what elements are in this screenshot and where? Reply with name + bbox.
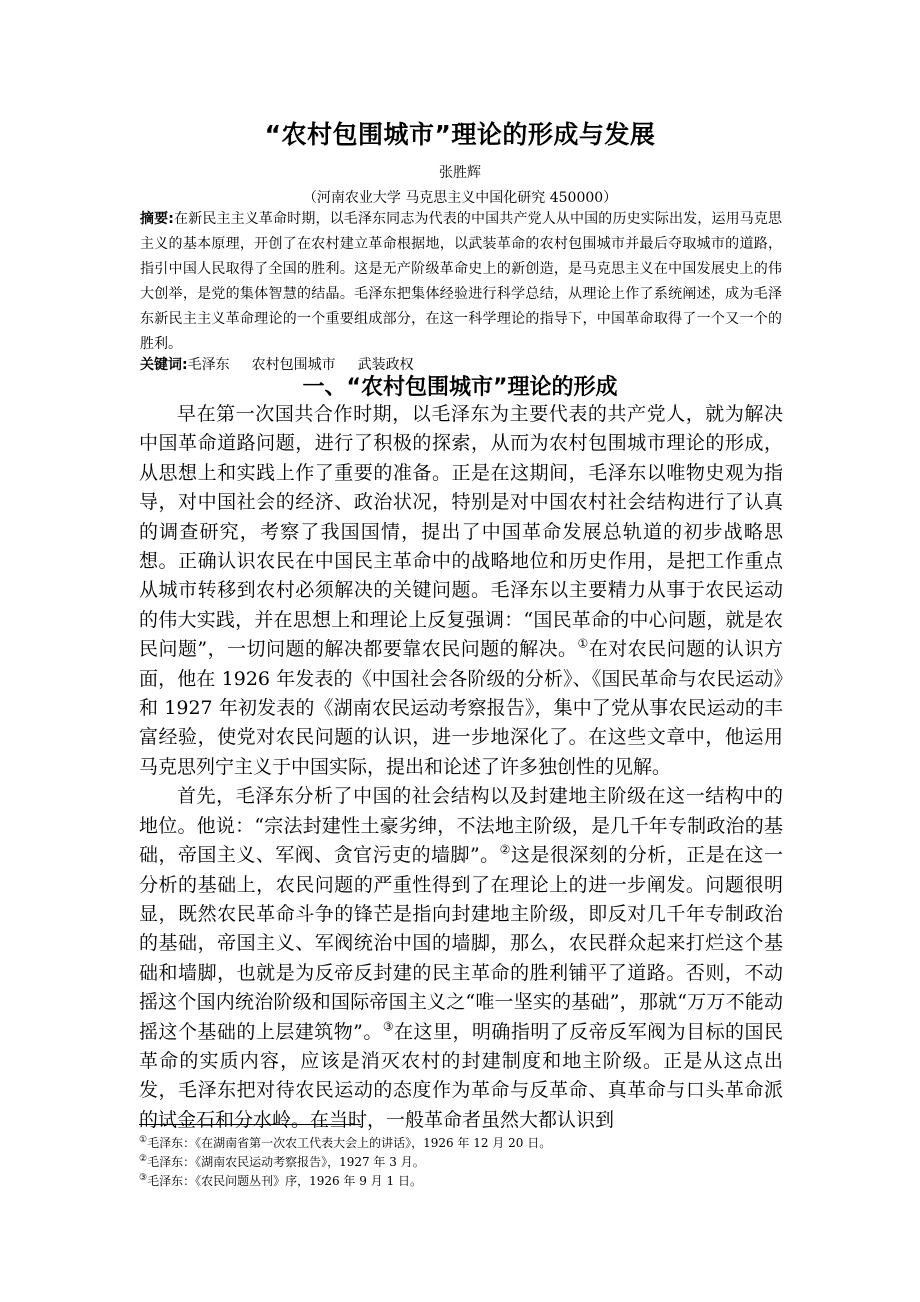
author-name: 张胜辉 <box>439 165 481 181</box>
footnote-3 <box>139 1172 783 1191</box>
paragraph-text: 在这里，明确指明了反帝反军阀为目标的国民革命的实质内容，应该是消灭农村的封建制度和地主阶级。正是从这点出发，毛泽东把对待农民运动的态度作为革命与反革命、真革命与口头革命派的试金石和分水岭。在当时，一般革命者虽然大都认识到 <box>139 1020 783 1131</box>
footnote-reference[interactable]: ① <box>577 636 589 651</box>
body-paragraph-1 <box>139 400 783 782</box>
abstract-label: 摘要 <box>140 211 169 227</box>
footnote-text: 毛泽东：《在湖南省第一次农工代表大会上的讲话》，1926 年 12 月 20 日。 <box>147 1136 552 1150</box>
section-body <box>139 400 783 1135</box>
abstract-separator: : <box>168 211 174 227</box>
footnote-2 <box>139 1153 783 1172</box>
keyword-item: 毛泽东 <box>187 357 230 373</box>
keywords-label: 关键词 <box>140 357 182 373</box>
body-paragraph-2 <box>139 782 783 1135</box>
footnote-text: 毛泽东：《农民问题丛刊》序，1926 年 9 月 1 日。 <box>147 1174 422 1188</box>
author-affiliation: （河南农业大学 马克思主义中国化研究 450000） <box>302 190 618 206</box>
keywords <box>140 355 782 375</box>
paragraph-text: 这是很深刻的分析，正是在这一分析的基础上，农民问题的严重性得到了在理论上的进一步阐发。问题很明显，既然农民革命斗争的锋芒是指向封建地主阶级，即反对几千年专制政治的基础，帝国主义、军阀统治中国的墙脚，那么，农民群众起来打烂这个基础和墙脚，也就是为反帝反封建的民主革命的胜利铺平了道路。否则，不动摇这个国内统治阶级和国际帝国主义之“唯一坚实的基础”，那就“万万不能动摇这个基础的上层建筑物”。 <box>139 844 783 1043</box>
footnotes <box>139 1134 783 1191</box>
footnote-reference[interactable]: ② <box>499 842 511 857</box>
footnote-divider <box>139 1124 361 1125</box>
footnote-1 <box>139 1134 783 1153</box>
footnote-text: 毛泽东：《湖南农民运动考察报告》，1927 年 3 月。 <box>147 1155 425 1169</box>
keywords-separator: : <box>182 357 188 373</box>
paragraph-text: 早在第一次国共合作时期，以毛泽东为主要代表的共产党人，就为解决中国革命道路问题，进行了积极的探索，从而为农村包围城市理论的形成，从思想上和实践上作了重要的准备。正是在这期间，毛泽东以唯物史观为指导，对中国社会的经济、政治状况，特别是对中国农村社会结构进行了认真的调查研究，考察了我国国情，提出了中国革命发展总轨道的初步战略思想。正确认识农民在中国民主革命中的战略地位和历史作用，是把工作重点从城市转移到农村必须解决的关键问题。毛泽东以主要精力从事于农民运动的伟大实践，并在思想上和理论上反复强调：“国民革命的中心问题，就是农民问题”，一切问题的解决都要靠农民问题的解决。 <box>139 403 783 661</box>
keyword-item: 农村包围城市 <box>251 357 336 373</box>
footnote-reference[interactable]: ③ <box>382 1019 395 1034</box>
abstract <box>140 207 782 357</box>
abstract-text: 在新民主主义革命时期，以毛泽东同志为代表的中国共产党人从中国的历史实际出发，运用马克思主义的基本原理，开创了在农村建立革命根据地，以武装革命的农村包围城市并最后夺取城市的道路，指引中国人民取得了全国的胜利。这是无产阶级革命史上的新创造，是马克思主义在中国发展史上的伟大创举，是党的集体智慧的结晶。毛泽东把集体经验进行科学总结，从理论上作了系统阐述，成为毛泽东新民主主义革命理论的一个重要组成部分，在这一科学理论的指导下，中国革命取得了一个又一个的胜利。 <box>140 211 783 352</box>
paragraph-text: 在对农民问题的认识方面，他在 1926 年发表的《中国社会各阶级的分析》、《国民革命与农民运动》和 1927 年初发表的《湖南农民运动考察报告》，集中了党从事农民运动的丰富经验，使党对农民问题的认识，进一步地深化了。在这些文章中，他运用马克思列宁主义于中国实际，提出和论述了许多独创性的见解。 <box>139 638 783 778</box>
keyword-item: 武装政权 <box>357 357 414 373</box>
paragraph-text: 首先，毛泽东分析了中国的社会结构以及封建地主阶级在这一结构中的地位。他说：“宗法封建性土豪劣绅，不法地主阶级，是几千年专制政治的基础，帝国主义、军阀、贪官污吏的墙脚”。 <box>139 785 783 867</box>
paper-title: “农村包围城市”理论的形成与发展 <box>264 120 656 149</box>
footnote-mark: ② <box>139 1154 148 1164</box>
footnote-mark: ① <box>139 1135 148 1145</box>
footnote-mark: ③ <box>139 1173 148 1183</box>
section-heading: 一、“农村包围城市”理论的形成 <box>302 375 618 400</box>
